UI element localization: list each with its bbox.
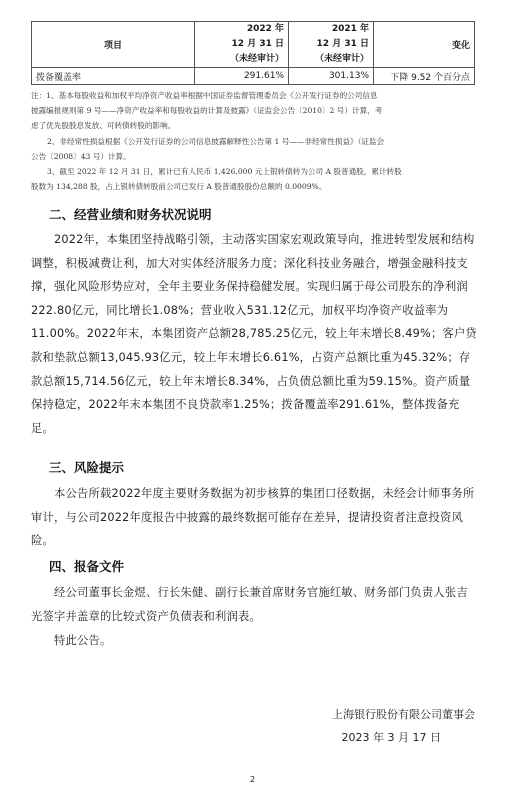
- header-2022-line3: （未经审计）: [229, 54, 284, 64]
- row-2022: 291.61%: [195, 68, 289, 85]
- note-3a: 3、截至 2022 年 12 月 31 日，累计已有人民币 1,426,000 元上银转债转为公司 A 股普通股，累计转股: [47, 167, 402, 177]
- table-row: [32, 68, 475, 85]
- header-2021-line2: 12 月 31 日: [316, 39, 369, 49]
- note-1c: 虑了优先股股息发放、可转债转股的影响。: [31, 121, 176, 131]
- financial-table: [31, 21, 475, 85]
- note-1a: 注：1、基本每股收益和加权平均净资产收益率根据中国证券监督管理委员会《公开发行证券的公司信息: [31, 91, 378, 100]
- header-2022-line1: 2022 年: [246, 24, 284, 34]
- note-1b: 披露编报规则第 9 号——净资产收益率和每股收益的计算及披露》（证监会公告〔2010〕2 号）计算，考: [31, 106, 383, 116]
- header-2021: [289, 22, 374, 68]
- section-4-title: 四、报备文件: [49, 559, 125, 574]
- header-change: 变化: [374, 22, 475, 68]
- table-header-row: [32, 22, 475, 68]
- row-2021: 301.13%: [289, 68, 374, 85]
- header-2022: [195, 22, 289, 68]
- note-2a: 2、非经常性损益根据《公开发行证券的公司信息披露解释性公告第 1 号——非经常性损益》（证监会: [47, 136, 385, 146]
- section-2-title: 二、经营业绩和财务状况说明: [49, 207, 212, 222]
- signature-date: 2023 年 3 月 17 日: [341, 731, 441, 744]
- page-number: 2: [249, 775, 256, 784]
- header-2021-line1: 2021 年: [331, 24, 369, 34]
- section-3-title: 三、风险提示: [49, 460, 125, 475]
- row-change: 下降 9.52 个百分点: [374, 68, 475, 85]
- note-3b: 股数为 134,288 股，占上银转债转股前公司已发行 A 股普通股股份总额的 0.0009%。: [31, 182, 327, 192]
- section-3-body: 本公告所载2022年度主要财务数据为初步核算的集团口径数据，未经会计师事务所审计，与公司2022年度报告中披露的最终数据可能存在差异，提请投资者注意投资风险。: [31, 487, 475, 548]
- header-2022-line2: 12 月 31 日: [231, 39, 284, 49]
- section-4-body: 经公司董事长金煜、行长朱健、副行长兼首席财务官施红敏、财务部门负责人张吉光签字并盖章的比较式资产负债表和利润表。: [31, 586, 468, 623]
- section-2-body: 2022年，本集团坚持战略引领，主动落实国家宏观政策导向，推进转型发展和结构调整，积极减费让利，加大对实体经济服务力度；深化科技业务融合，增强金融科技支撑，强化风险形势应对，全年主要业务保持稳健发展。实现归属于母公司股东的净利润222.80亿元，同比增长1.08%；营业收入531.12亿元，加权平均净资产收益率为11.00%。2022年末，本集团资产总额28,785.25亿元，较上年末增长8.49%；客户贷款和垫款总额13,045.93亿元，较上年末增长6.61%，占资产总额比重为45.32%；存款总额15,714.56亿元，较上年末增长8.34%，占负债总额比重为59.15%。资产质量保持稳定，2022年末本集团不良贷款率1.25%；拨备覆盖率291.61%，整体拨备充足。: [31, 233, 477, 435]
- signature-org: 上海银行股份有限公司董事会: [332, 708, 475, 721]
- header-item: 项目: [32, 22, 195, 68]
- table-notes: [31, 88, 477, 194]
- header-2021-line3: （未经审计）: [314, 54, 369, 64]
- note-2b: 公告〔2008〕43 号）计算。: [31, 151, 131, 161]
- row-item: 拨备覆盖率: [32, 68, 195, 85]
- closing-text: 特此公告。: [54, 634, 112, 647]
